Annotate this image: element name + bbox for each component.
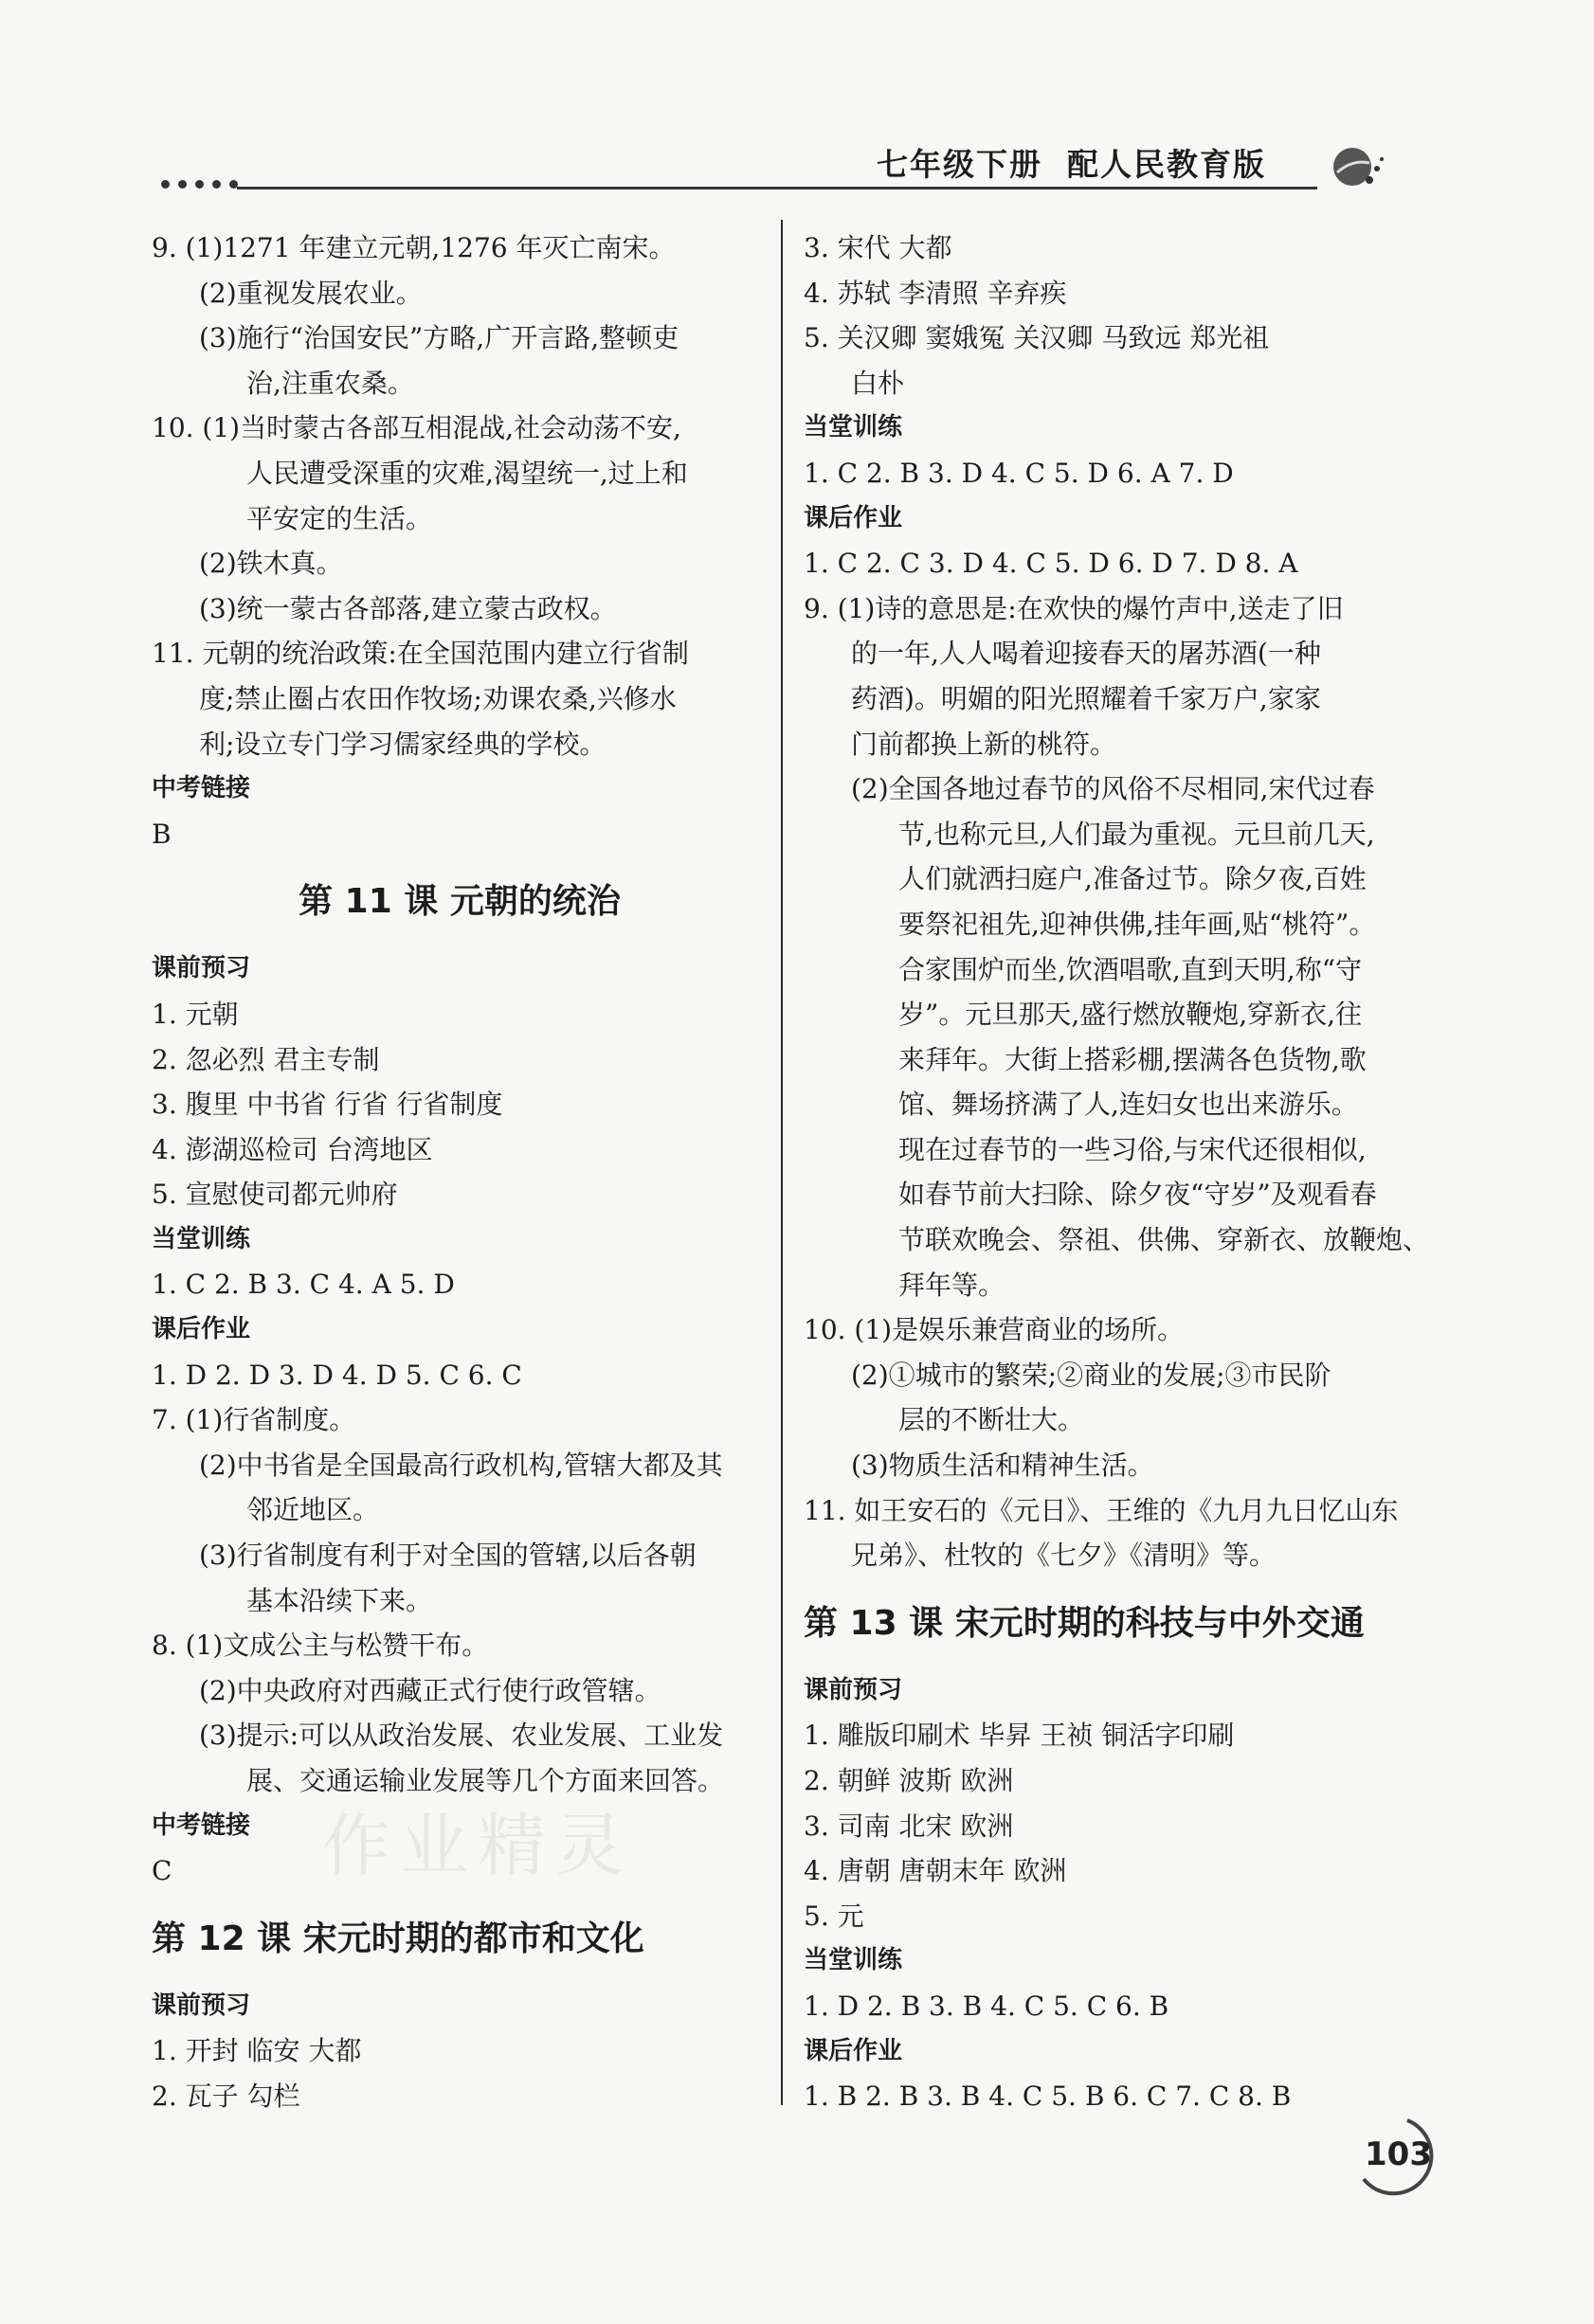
answer-line: 药酒)。明媚的阳光照耀着千家万户,家家 — [851, 682, 1321, 714]
answer-line: 2. 忽必烈 君主专制 — [152, 1043, 380, 1075]
answer-line: 1. C 2. B 3. C 4. A 5. D — [152, 1269, 455, 1301]
answer-line: 邻近地区。 — [246, 1494, 380, 1526]
answer-line: 展、交通运输业发展等几个方面来回答。 — [246, 1765, 725, 1796]
answer-line: 5. 元 — [804, 1900, 864, 1932]
left-column — [152, 225, 768, 2119]
watermark: 作业精灵 — [322, 1806, 634, 1885]
answer-line: (3)施行“治国安民”方略,广开言路,整顿吏 — [199, 322, 679, 354]
answer-line: 拜年等。 — [898, 1269, 1005, 1301]
section-heading: 课后作业 — [804, 503, 903, 532]
answer-line: (3)物质生活和精神生活。 — [851, 1450, 1154, 1482]
answer-line: 的一年,人人喝着迎接春天的屠苏酒(一种 — [851, 638, 1321, 670]
section-heading: 课后作业 — [152, 1315, 251, 1344]
answer-line: 8. (1)文成公主与松赞干布。 — [152, 1630, 489, 1662]
answer-line: 治,注重农桑。 — [246, 367, 414, 399]
answer-line: 节,也称元旦,人们最为重视。元旦前几天, — [898, 818, 1375, 850]
page-header — [0, 0, 1594, 199]
section-heading: 当堂训练 — [804, 1946, 903, 1975]
column-divider — [781, 220, 783, 2105]
answer-line: (3)行省制度有利于对全国的管辖,以后各朝 — [199, 1540, 697, 1572]
answer-line: 1. 元朝 — [152, 998, 239, 1030]
answer-line: 5. 关汉卿 窦娥冤 关汉卿 马致远 郑光祖 — [804, 322, 1270, 354]
answer-line: 现在过春节的一些习俗,与宋代还很相似, — [898, 1133, 1367, 1165]
answer-line: (2)中央政府对西藏正式行使行政管辖。 — [199, 1674, 661, 1706]
lesson-title: 第 13 课 宋元时期的科技与中外交通 — [804, 1603, 1365, 1643]
section-heading: 课前预习 — [152, 954, 251, 983]
section-heading: 当堂训练 — [804, 413, 903, 442]
answer-line: 7. (1)行省制度。 — [152, 1404, 356, 1436]
globe-icon — [1331, 140, 1385, 193]
answer-line: 11. 如王安石的《元日》、王维的《九月九日忆山东 — [804, 1494, 1399, 1526]
answer-line: 利;设立专门学习儒家经典的学校。 — [199, 728, 607, 760]
edition-label: 配人民教育版 — [1067, 146, 1266, 183]
answer-line: C — [152, 1855, 172, 1887]
answer-line: 2. 朝鲜 波斯 欧洲 — [804, 1765, 1014, 1796]
answer-line: 10. (1)当时蒙古各部互相混战,社会动荡不安, — [152, 412, 681, 444]
answer-line: 3. 腹里 中书省 行省 行省制度 — [152, 1089, 503, 1121]
answer-line: 9. (1)1271 年建立元朝,1276 年灭亡南宋。 — [152, 232, 676, 263]
answer-line: (2)铁木真。 — [199, 548, 343, 580]
answer-line: 兄弟》、杜牧的《七夕》《清明》等。 — [851, 1540, 1277, 1572]
section-heading: 课后作业 — [804, 2036, 903, 2065]
answer-line: 3. 宋代 大都 — [804, 232, 952, 263]
answer-line: 4. 唐朝 唐朝末年 欧洲 — [804, 1855, 1067, 1887]
answer-line: 2. 瓦子 勾栏 — [152, 2080, 300, 2112]
section-heading: 当堂训练 — [152, 1224, 251, 1253]
lesson-title: 第 11 课 元朝的统治 — [299, 882, 621, 922]
answer-line: 11. 元朝的统治政策:在全国范围内建立行省制 — [152, 638, 689, 670]
book-title — [877, 140, 1266, 185]
answer-line: 1. C 2. B 3. D 4. C 5. D 6. A 7. D — [804, 457, 1234, 489]
answer-line: 如春节前大扫除、除夕夜“守岁”及观看春 — [898, 1179, 1377, 1211]
answer-line: 9. (1)诗的意思是:在欢快的爆竹声中,送走了旧 — [804, 592, 1344, 624]
header-dots — [161, 180, 238, 189]
answer-line: B — [152, 818, 172, 850]
lesson-title: 第 12 课 宋元时期的都市和文化 — [152, 1919, 644, 1958]
right-column — [804, 225, 1448, 2119]
answer-line: 1. 雕版印刷术 毕昇 王祯 铜活字印刷 — [804, 1720, 1235, 1752]
answer-line: 门前都换上新的桃符。 — [851, 728, 1117, 760]
answer-line: 1. D 2. B 3. B 4. C 5. C 6. B — [804, 1990, 1169, 2022]
page-number: 103 — [1365, 2135, 1432, 2173]
answer-line: 岁”。元旦那天,盛行燃放鞭炮,穿新衣,往 — [898, 999, 1363, 1031]
answer-line: 1. 开封 临安 大都 — [152, 2035, 362, 2067]
answer-line: 馆、舞场挤满了人,连妇女也出来游乐。 — [898, 1089, 1358, 1121]
answer-line: 10. (1)是娱乐兼营商业的场所。 — [804, 1314, 1185, 1346]
answer-line: 平安定的生活。 — [246, 502, 433, 534]
answer-line: (3)统一蒙古各部落,建立蒙古政权。 — [199, 592, 617, 624]
answer-line: (2)重视发展农业。 — [199, 277, 423, 309]
answer-line: 1. B 2. B 3. B 4. C 5. B 6. C 7. C 8. B — [804, 2081, 1292, 2113]
section-heading: 课前预习 — [152, 1991, 251, 2020]
answer-line: 人民遭受深重的灾难,渴望统一,过上和 — [246, 457, 688, 489]
section-heading: 课前预习 — [804, 1675, 903, 1704]
answer-line: 层的不断壮大。 — [898, 1404, 1085, 1436]
answer-line: 1. D 2. D 3. D 4. D 5. C 6. C — [152, 1359, 522, 1391]
answer-line: 4. 澎湖巡检司 台湾地区 — [152, 1133, 433, 1165]
answer-line: 节联欢晚会、祭祖、供佛、穿新衣、放鞭炮、 — [898, 1224, 1430, 1256]
answer-line: 4. 苏轼 李清照 辛弃疾 — [804, 277, 1067, 309]
answer-line: 1. C 2. C 3. D 4. C 5. D 6. D 7. D 8. A — [804, 548, 1298, 580]
answer-line: (2)全国各地过春节的风俗不尽相同,宋代过春 — [851, 773, 1375, 805]
answer-line: 来拜年。大街上搭彩棚,摆满各色货物,歌 — [898, 1043, 1367, 1075]
answer-line: 合家围炉而坐,饮酒唱歌,直到天明,称“守 — [898, 953, 1363, 985]
answer-line: (2)①城市的繁荣;②商业的发展;③市民阶 — [851, 1359, 1331, 1391]
grade-label: 七年级下册 — [877, 146, 1042, 183]
section-heading: 中考链接 — [152, 1811, 251, 1840]
answer-line: (2)中书省是全国最高行政机构,管辖大都及其 — [199, 1449, 723, 1481]
answer-line: 要祭祀祖先,迎神供佛,挂年画,贴“桃符”。 — [898, 908, 1376, 940]
answer-line: 5. 宣慰使司都元帅府 — [152, 1179, 398, 1211]
answer-line: 基本沿续下来。 — [246, 1584, 433, 1616]
answer-line: (3)提示:可以从政治发展、农业发展、工业发 — [199, 1720, 724, 1752]
answer-line: 3. 司南 北宋 欧洲 — [804, 1810, 1014, 1842]
section-heading: 中考链接 — [152, 774, 251, 803]
answer-line: 白朴 — [851, 367, 905, 399]
answer-line: 人们就洒扫庭户,准备过节。除夕夜,百姓 — [898, 863, 1367, 895]
answer-line: 度;禁止圈占农田作牧场;劝课农桑,兴修水 — [199, 682, 677, 714]
header-rule — [237, 187, 1317, 189]
